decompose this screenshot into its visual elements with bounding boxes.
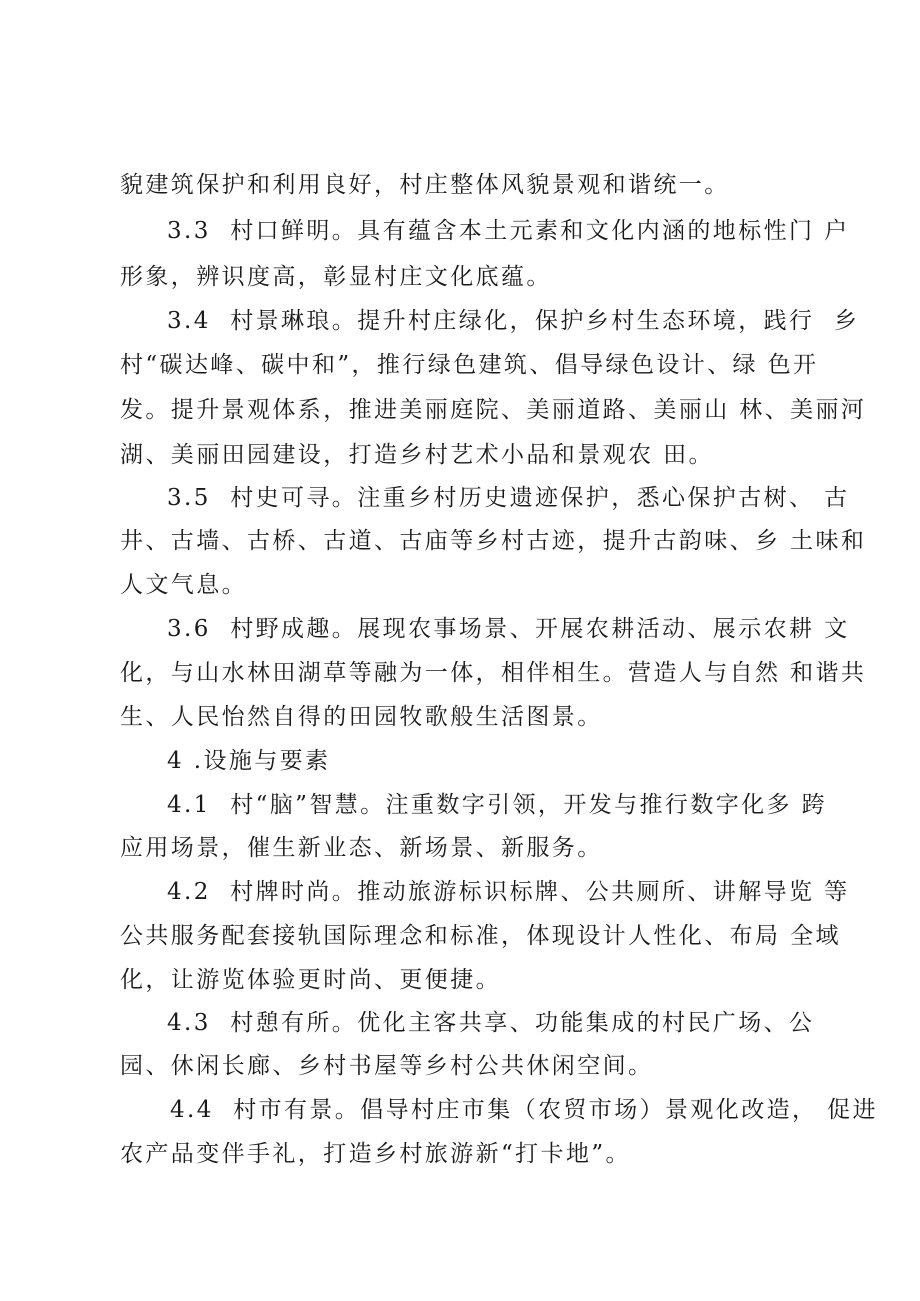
paragraph-line: 公共服务配套接轨国际理念和标准，体现设计人性化、布局 全域: [120, 923, 841, 949]
paragraph-line: 4.2 村牌时尚。推动旅游标识标牌、公共厕所、讲解导览 等: [167, 879, 850, 905]
paragraph-line: 发。提升景观体系，推进美丽庭院、美丽道路、美丽山 林、美丽河: [120, 397, 867, 423]
paragraph-line: 3.6 村野成趣。展现农事场景、开展农耕活动、展示农耕 文: [167, 616, 850, 642]
paragraph-line: 化，让游览体验更时尚、更便捷。: [120, 967, 501, 993]
paragraph-line: 3.4 村景琳琅。提升村庄绿化，保护乡村生态环境，践行 乡: [167, 308, 860, 334]
paragraph-line: 生、人民怡然自得的田园牧歌般生活图景。: [120, 704, 603, 730]
paragraph-line: 村“碳达峰、碳中和”，推行绿色建筑、倡导绿色设计、绿 色开: [120, 352, 819, 378]
paragraph-line: 4.3 村憩有所。优化主客共享、功能集成的村民广场、公: [167, 1010, 815, 1036]
paragraph-line: 3.5 村史可寻。注重乡村历史遗迹保护，悉心保护古树、 古: [167, 485, 850, 511]
paragraph-line: 人文气息。: [120, 572, 247, 598]
paragraph-line: 形象，辨识度高，彰显村庄文化底蕴。: [120, 264, 552, 290]
paragraph-line: 3.3 村口鲜明。具有蕴含本土元素和文化内涵的地标性门 户: [167, 218, 850, 244]
paragraph-line: 农产品变伴手礼，打造乡村旅游新“打卡地”。: [120, 1141, 631, 1167]
paragraph-line: 应用场景，催生新业态、新场景、新服务。: [120, 835, 603, 861]
paragraph-line: 井、古墙、古桥、古道、古庙等乡村古迹，提升古韵味、乡 土味和: [120, 528, 867, 554]
section-heading: 4 .设施与要素: [167, 748, 331, 774]
paragraph-line: 化，与山水林田湖草等融为一体，相伴相生。营造人与自然 和谐共: [120, 660, 867, 686]
paragraph-line: 4.4 村市有景。倡导村庄市集（农贸市场）景观化改造， 促进: [170, 1097, 878, 1123]
paragraph-line: 湖、美丽田园建设，打造乡村艺术小品和景观农 田。: [120, 442, 714, 468]
paragraph-line: 貌建筑保护和利用良好，村庄整体风貌景观和谐统一。: [120, 172, 730, 198]
paragraph-line: 4.1 村“脑”智慧。注重数字引领，开发与推行数字化多 跨: [167, 792, 828, 818]
paragraph-line: 园、休闲长廊、乡村书屋等乡村公共休闲空间。: [120, 1053, 654, 1079]
